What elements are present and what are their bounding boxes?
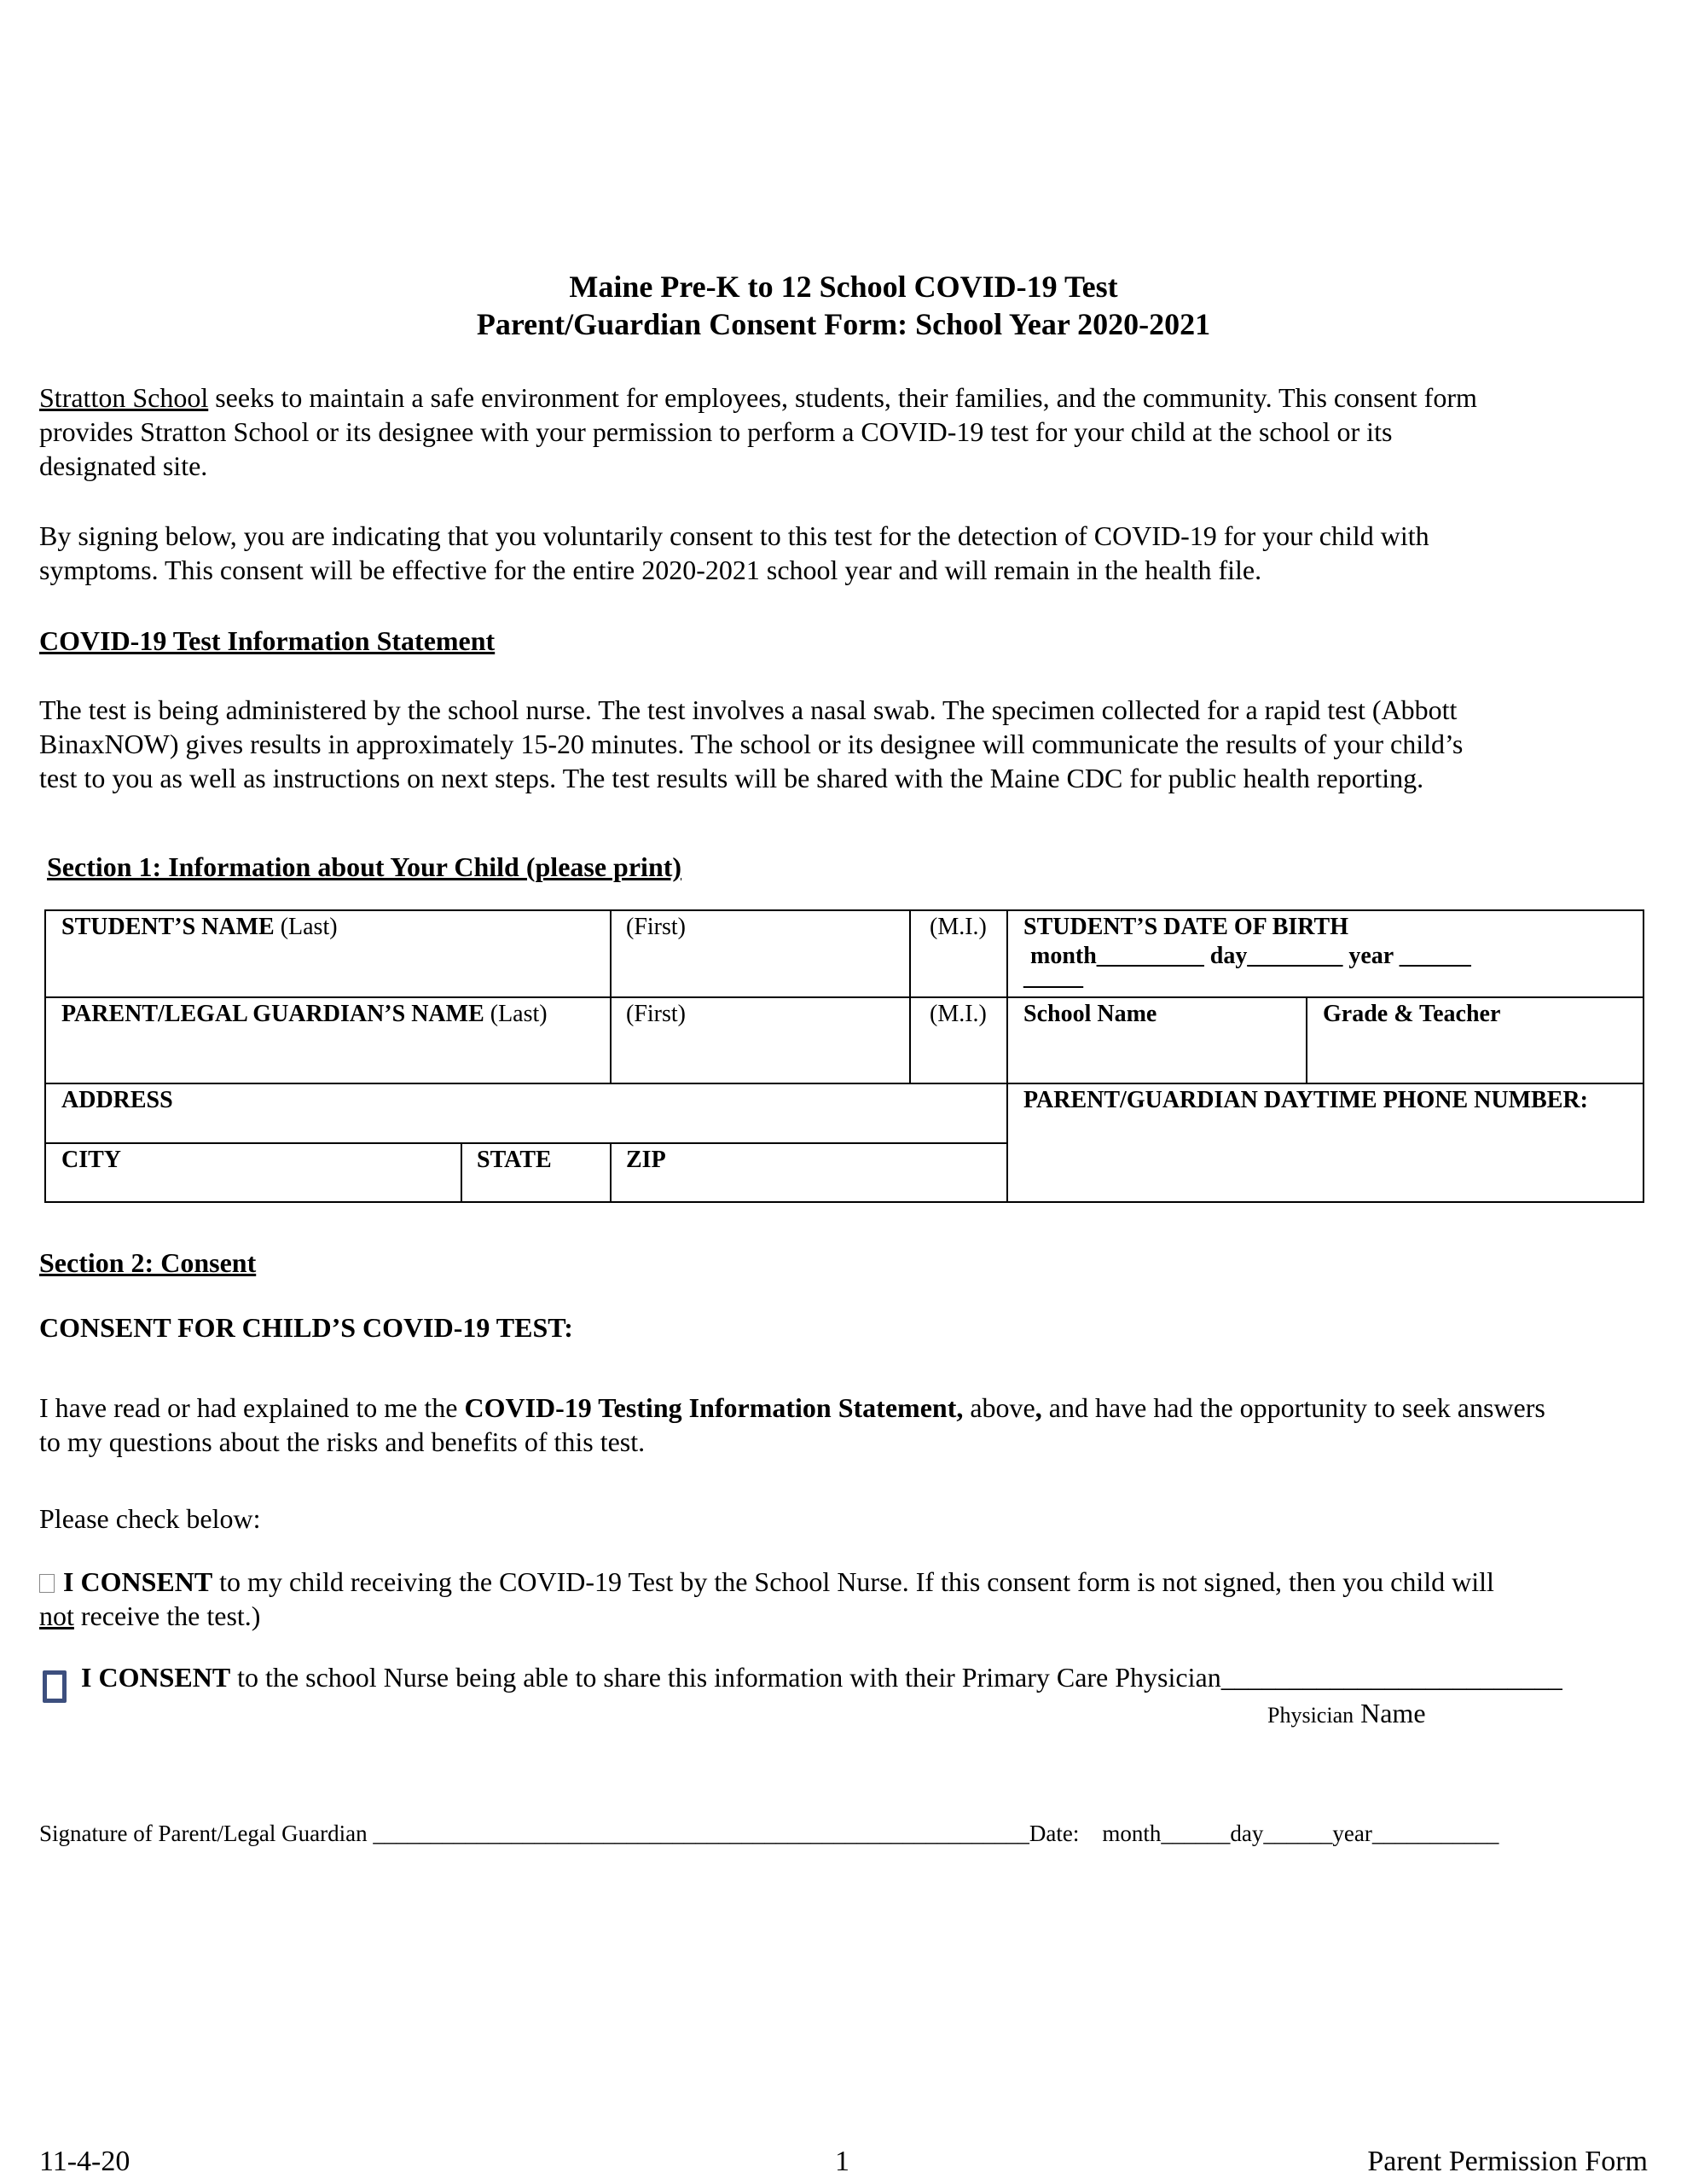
please-check-label: Please check below: bbox=[39, 1503, 261, 1534]
info-statement-heading: COVID-19 Test Information Statement bbox=[39, 625, 496, 656]
consent2-text: to the school Nurse being able to share this information with their Primary Care Physician bbox=[230, 1662, 1221, 1693]
student-info-table bbox=[44, 909, 1644, 1203]
section2-heading: Section 2: Consent bbox=[39, 1247, 257, 1278]
read-statement: I have read or had explained to me the COVID-19 Testing Information Statement, above, and have had the opportunity to seek answers to my questions about the risks and benefits of this test. bbox=[39, 1392, 1545, 1457]
parent-first-label: (First) bbox=[626, 1001, 686, 1027]
date-month-blank[interactable]: ______ bbox=[1161, 1821, 1231, 1846]
info-line2: BinaxNOW) gives results in approximately 15-20 minutes. The school or its designee will communicate the results of your child’s bbox=[39, 729, 1464, 759]
table-row-divider bbox=[46, 1142, 1008, 1144]
dob-day-label: day bbox=[1209, 943, 1248, 969]
city-label: CITY bbox=[61, 1147, 122, 1173]
date-label: Date: bbox=[1029, 1821, 1080, 1846]
section1-heading: Section 1: Information about Your Child (please print) bbox=[47, 851, 682, 882]
info-line3: test to you as well as instructions on next steps. The test results will be shared with the Maine CDC for public health reporting. bbox=[39, 763, 1424, 793]
student-name-label: STUDENT’S NAME (Last) bbox=[61, 914, 338, 940]
signature-line bbox=[39, 1819, 1499, 1848]
parent-name-label: PARENT/LEGAL GUARDIAN’S NAME (Last) bbox=[61, 1001, 548, 1027]
address-label: ADDRESS bbox=[61, 1087, 173, 1113]
intro-p1-line3: designated site. bbox=[39, 450, 208, 481]
intro-paragraph-2 bbox=[39, 519, 1660, 587]
signature-blank[interactable]: _________________________________________________________ bbox=[373, 1821, 1029, 1846]
footer-date: 11-4-20 bbox=[39, 2146, 130, 2177]
date-day-label: day bbox=[1230, 1821, 1264, 1846]
dob-year-label: year bbox=[1348, 943, 1394, 969]
school-name-link: Stratton School bbox=[39, 382, 209, 413]
intro-p2-line2: symptoms. This consent will be effective for the entire 2020-2021 school year and will remain in the health file. bbox=[39, 555, 1262, 585]
zip-label: ZIP bbox=[626, 1147, 666, 1173]
table-col-divider bbox=[909, 911, 911, 1083]
intro-p2-line1: By signing below, you are indicating that you voluntarily consent to this test for the detection of COVID-19 for your child with bbox=[39, 520, 1429, 551]
dob-year-overflow-line: _____ bbox=[1023, 964, 1083, 990]
physician-name-blank[interactable]: _________________________ bbox=[1220, 1662, 1562, 1693]
date-day-blank[interactable]: ______ bbox=[1263, 1821, 1333, 1846]
table-col-divider bbox=[461, 1142, 462, 1201]
table-row-divider bbox=[46, 996, 1643, 998]
signature-label: Signature of Parent/Legal Guardian bbox=[39, 1821, 368, 1846]
consent1-bold: I CONSENT bbox=[63, 1566, 213, 1597]
table-col-divider bbox=[1006, 911, 1008, 1201]
intro-p1-line2: provides Stratton School or its designee with your permission to perform a COVID-19 test for your child at the school or its bbox=[39, 416, 1393, 447]
dob-label: STUDENT’S DATE OF BIRTH bbox=[1023, 914, 1348, 940]
table-col-divider bbox=[610, 1142, 612, 1201]
parent-mi-label: (M.I.) bbox=[930, 1001, 987, 1027]
date-year-label: year bbox=[1332, 1821, 1372, 1846]
dob-month-label: month bbox=[1030, 943, 1097, 969]
footer-page-number: 1 bbox=[835, 2146, 849, 2177]
form-title-line2: Parent/Guardian Consent Form: School Year 2020-2021 bbox=[476, 307, 1211, 341]
info-line1: The test is being administered by the school nurse. The test involves a nasal swab. The specimen collected for a rapid test (Abbott bbox=[39, 694, 1458, 725]
consent-title: CONSENT FOR CHILD’S COVID-19 TEST: bbox=[39, 1312, 573, 1343]
state-label: STATE bbox=[477, 1147, 552, 1173]
consent-option-2 bbox=[81, 1660, 1562, 1694]
intro-paragraph-1 bbox=[39, 380, 1660, 483]
grade-teacher-label: Grade & Teacher bbox=[1323, 1001, 1501, 1027]
table-row-divider bbox=[46, 1083, 1643, 1084]
table-col-divider bbox=[610, 911, 612, 1083]
consent-test-checkbox[interactable] bbox=[39, 1574, 55, 1593]
footer-form-name: Parent Permission Form bbox=[1367, 2146, 1648, 2177]
consent-share-checkbox[interactable] bbox=[43, 1670, 67, 1703]
table-col-divider bbox=[1306, 996, 1307, 1083]
consent1-text: to my child receiving the COVID-19 Test by the School Nurse. If this consent form is not signed, then you child will bbox=[212, 1566, 1494, 1597]
student-mi-label: (M.I.) bbox=[930, 914, 987, 940]
consent2-bold: I CONSENT bbox=[81, 1662, 231, 1693]
date-year-blank[interactable]: ___________ bbox=[1371, 1821, 1499, 1846]
info-statement-text bbox=[39, 693, 1660, 795]
school-name-field-label: School Name bbox=[1023, 1001, 1157, 1027]
consent-option-1 bbox=[39, 1565, 1660, 1633]
consent1-line2: receive the test.) bbox=[73, 1600, 261, 1631]
form-title-line1: Maine Pre-K to 12 School COVID-19 Test bbox=[569, 270, 1118, 304]
dob-fields: month_________ day________ year ______ bbox=[1030, 943, 1471, 969]
consent1-not: not bbox=[39, 1600, 74, 1631]
phone-label: PARENT/GUARDIAN DAYTIME PHONE NUMBER: bbox=[1023, 1087, 1588, 1113]
intro-p1-line1: seeks to maintain a safe environment for employees, students, their families, and the community. This consent form bbox=[208, 382, 1477, 413]
student-first-label: (First) bbox=[626, 914, 686, 940]
physician-name-caption: Physician Name bbox=[1267, 1698, 1426, 1728]
date-month-label: month bbox=[1102, 1821, 1162, 1846]
